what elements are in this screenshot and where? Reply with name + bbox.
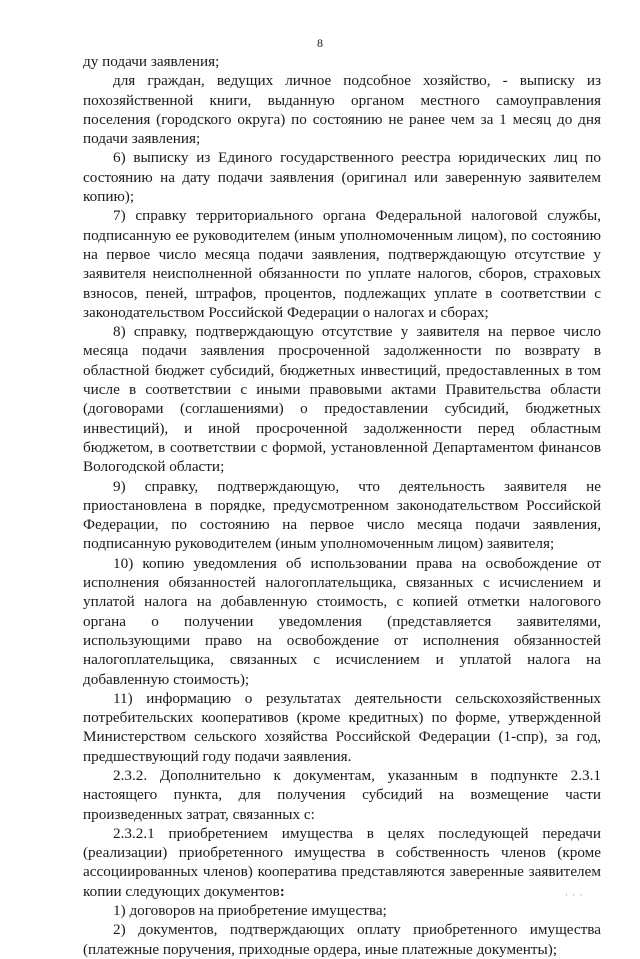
- page-number: 8: [317, 36, 323, 50]
- paragraph-continuation: ду подачи заявления;: [83, 53, 220, 70]
- paragraph-item-7: 7) справку территориального органа Федеральной налоговой службы, подписанную ее руководителем (иным уполномоченным лицом), по состоянию на первое число месяца подачи заявления, подтверждающую отсутствие у заявителя неисполненной обязанности по уплате налогов, сборов, страховых взносов, пеней, штрафов, процентов, подлежащих уплате в соответствии с законодательством Российской Федерации о налогах и сборах;: [83, 207, 601, 321]
- paragraph-subitem-2: 2) документов, подтверждающих оплату приобретенного имущества (платежные поручения, приходные ордера, иные платежные документы);: [83, 921, 601, 958]
- section-2-3-2-1-text: 2.3.2.1 приобретением имущества в целях последующей передачи (реализации) приобретенного имущества в собственность членов (кроме ассоциированных членов) кооператива представляются заверенные заявителем копии следующих документов: [83, 824, 601, 900]
- document-body: [83, 52, 601, 959]
- paragraph-item-10: 10) копию уведомления об использовании права на освобождение от исполнения обязанностей налогоплательщика, связанных с исчислением и уплатой налога на добавленную стоимость, с копией отметки налогового органа о получении уведомления (представляется заявителями, использующими право на освобождение от исполнения обязанностей налогоплательщика, связанных с исчислением и уплатой налога на добавленную стоимость);: [83, 554, 601, 688]
- paragraph-item-11: 11) информацию о результатах деятельности сельскохозяйственных потребительских кооперативов (кроме кредитных) по форме, утвержденной Министерством сельского хозяйства Российской Федерации (1-спр), за год, предшествующий году подачи заявления.: [83, 689, 601, 765]
- paragraph-household-extract: для граждан, ведущих личное подсобное хозяйство, - выписку из похозяйственной книги, выданную органом местного самоуправления поселения (городского округа) по состоянию не ранее чем за 1 месяц до дня подачи заявления;: [83, 72, 601, 148]
- paragraph-item-9: 9) справку, подтверждающую, что деятельность заявителя не приостановлена в порядке, предусмотренном законодательством Российской Федерации, по состоянию на первое число месяца подачи заявления, подписанную руководителем (иным уполномоченным лицом) заявителя;: [83, 477, 601, 553]
- paragraph-section-2-3-2-1: [83, 824, 601, 901]
- paragraph-subitem-1: 1) договоров на приобретение имущества;: [113, 902, 387, 920]
- paragraph-item-6: 6) выписку из Единого государственного реестра юридических лиц по состоянию на дату подачи заявления (оригинал или заверенную заявителем копию);: [83, 149, 601, 206]
- bold-colon: :: [279, 882, 285, 900]
- paragraph-section-2-3-2: 2.3.2. Дополнительно к документам, указанным в подпункте 2.3.1 настоящего пункта, для получения субсидий на возмещение части произведенных затрат, связанных с:: [83, 766, 601, 823]
- paragraph-item-8: 8) справку, подтверждающую отсутствие у заявителя на первое число месяца подачи заявления просроченной задолженности по возврату в областной бюджет субсидий, бюджетных инвестиций, предоставленных в том числе в соответствии с иными правовыми актами Правительства области (договорами (соглашениями) о предоставлении субсидий, бюджетных инвестиций), и иной просроченной задолженности перед областным бюджетом, в соответствии с формой, установленной Департаментом финансов Вологодской области;: [83, 323, 601, 476]
- corner-mark: ꞏ ꞏ ꞏ: [565, 893, 584, 899]
